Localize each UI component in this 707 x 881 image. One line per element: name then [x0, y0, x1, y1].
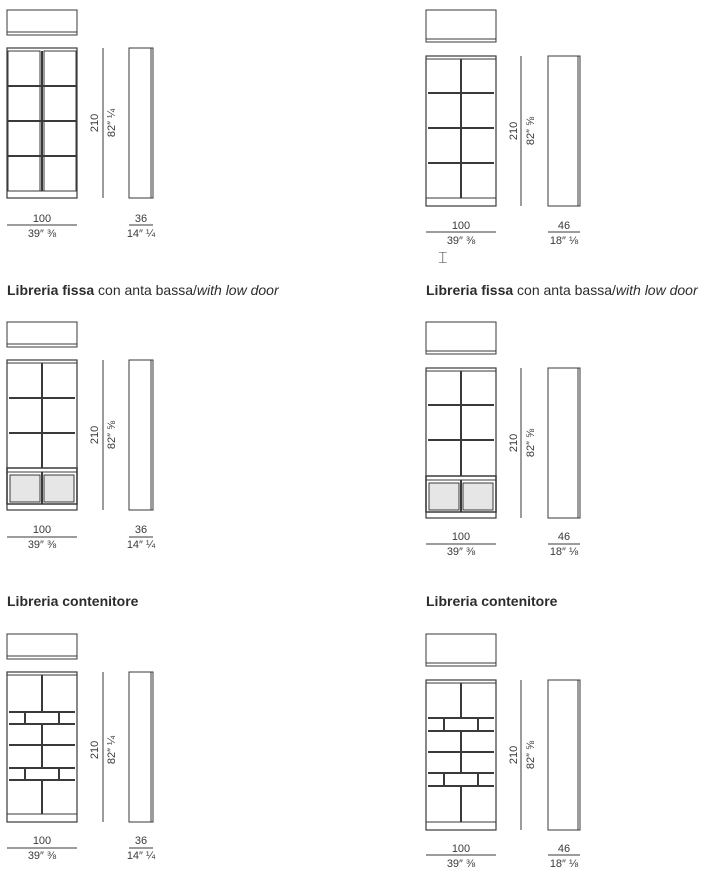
- height-in: 82″ ⅝: [525, 740, 537, 770]
- width-in: 39″ ⅜: [446, 235, 476, 247]
- depth-cm: 46: [557, 843, 571, 855]
- depth-in: 14″ ¼: [126, 539, 156, 551]
- height-cm: 210: [508, 433, 520, 453]
- heading-italic: with low door: [615, 282, 698, 298]
- height-cm: 210: [89, 113, 101, 133]
- height-cm: 210: [89, 425, 101, 445]
- width-cm: 100: [451, 843, 471, 855]
- depth-in: 18″ ⅛: [549, 235, 579, 247]
- heading-bold: Libreria fissa: [7, 282, 95, 298]
- heading-italic: with low door: [196, 282, 279, 298]
- heading-regular: con anta bassa/: [94, 282, 197, 298]
- height-in: 82″ ¼: [106, 108, 118, 138]
- depth-cm: 36: [134, 213, 148, 225]
- width-cm: 100: [451, 220, 471, 232]
- width-cm: 100: [32, 835, 52, 847]
- side-view: [129, 48, 153, 198]
- height-in: 82″ ⅝: [525, 116, 537, 146]
- width-in: 39″ ⅜: [446, 546, 476, 558]
- heading-bold: Libreria fissa: [426, 282, 514, 298]
- height-in: 82″ ⅝: [525, 428, 537, 458]
- heading-bold: Libreria contenitore: [426, 593, 558, 609]
- height-cm: 210: [508, 745, 520, 765]
- depth-cm: 36: [134, 524, 148, 536]
- width-in: 39″ ⅜: [27, 539, 57, 551]
- height-cm: 210: [89, 740, 101, 760]
- depth-in: 18″ ⅛: [549, 546, 579, 558]
- width-in: 39″ ⅜: [446, 858, 476, 870]
- depth-cm: 46: [557, 531, 571, 543]
- heading-regular: con anta bassa/: [513, 282, 616, 298]
- height-in: 82″ ¼: [106, 735, 118, 765]
- height-in: 82″ ⅝: [106, 420, 118, 450]
- depth-in: 14″ ¼: [126, 228, 156, 240]
- depth-in: 18″ ⅛: [549, 858, 579, 870]
- width-cm: 100: [32, 213, 52, 225]
- depth-cm: 36: [134, 835, 148, 847]
- width-in: 39″ ⅜: [27, 228, 57, 240]
- width-in: 39″ ⅜: [27, 850, 57, 862]
- width-cm: 100: [451, 531, 471, 543]
- depth-cm: 46: [557, 220, 571, 232]
- heading-bold: Libreria contenitore: [7, 593, 139, 609]
- width-cm: 100: [32, 524, 52, 536]
- text-cursor-icon: ⌶: [438, 248, 448, 267]
- height-cm: 210: [508, 121, 520, 141]
- depth-in: 14″ ¼: [126, 850, 156, 862]
- top-view: [7, 10, 77, 35]
